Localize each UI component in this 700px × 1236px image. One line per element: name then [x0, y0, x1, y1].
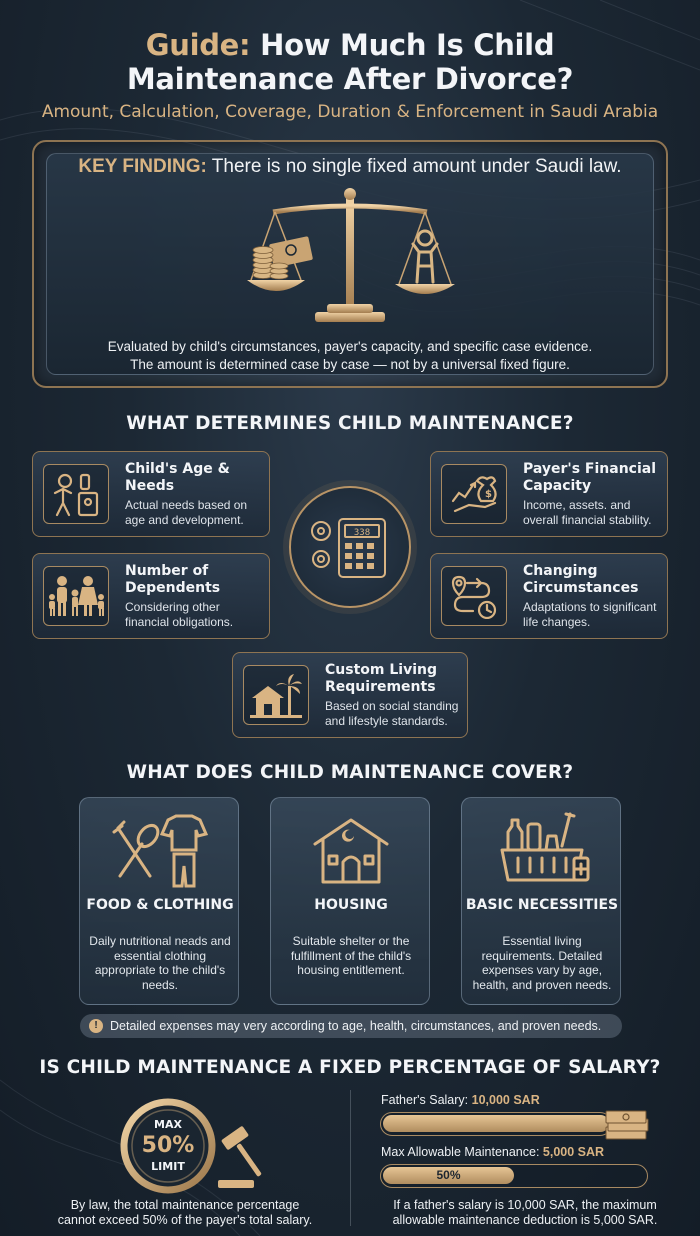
salary-bar: [380, 1112, 612, 1136]
factor-card-custom-living: [232, 652, 468, 738]
coverage-card-housing: [270, 797, 430, 1005]
factor-card-payer-capacity: [430, 451, 668, 537]
cash-stack-icon: [604, 1103, 650, 1143]
factor-title: Child's Age & Needs: [125, 461, 230, 494]
info-icon: !: [89, 1019, 103, 1033]
factor-title: Changing Circumstances: [523, 563, 639, 596]
gauge-top-label: MAX: [154, 1118, 182, 1131]
max-limit-gauge: [120, 1098, 280, 1194]
factor-description: Adaptations to significant life changes.: [523, 600, 657, 629]
svg-text:$: $: [485, 489, 492, 500]
factor-description: Income, assets. and overall financial stability.: [523, 498, 652, 527]
coverage-description: Essential living requirements. Detailed expenses vary by age, health, and proven needs.: [472, 934, 612, 992]
percentage-heading: IS CHILD MAINTENANCE A FIXED PERCENTAGE OF SALARY?: [39, 1057, 661, 1078]
factor-description: Actual needs based on age and development.: [125, 498, 248, 527]
balance-scale-icon: [245, 180, 455, 332]
max-maintenance-bar: [380, 1164, 648, 1188]
calculator-gears-emblem: [289, 486, 411, 608]
child-icon: [43, 464, 109, 524]
route-clock-icon: [441, 566, 507, 626]
factor-card-child-age: [32, 451, 270, 537]
key-finding-description: Evaluated by child's circumstances, payer's capacity, and specific case evidence. The amount is determined case by case — not by a universal fixed figure.: [107, 339, 593, 372]
max-maintenance-bar-fill: [383, 1167, 514, 1184]
coverage-title-text: FOOD & CLOTHING: [86, 897, 234, 913]
gear-icon: [312, 522, 330, 567]
factor-title: Custom Living Requirements: [325, 662, 437, 695]
coverage-title: BASIC NECESSITIES: [465, 897, 619, 913]
max-maintenance-label: Max Allowable Maintenance: 5,000 SAR: [381, 1145, 605, 1159]
factor-card-changing-circumstances: [430, 553, 668, 639]
money-bag-hand-icon: [441, 464, 507, 524]
key-finding-heading: KEY FINDING: There is no single fixed amount under Saudi law.: [78, 156, 622, 177]
factor-card-dependents: [32, 553, 270, 639]
family-icon: [43, 566, 109, 626]
factor-title: Number of Dependents: [125, 563, 221, 596]
coverage-card-basic-necessities: [461, 797, 621, 1005]
house-palm-icon: [243, 665, 309, 725]
coverage-description: Daily nutritional neads and essential clothing appropriate to the child's needs.: [89, 934, 231, 992]
section-divider: [350, 1090, 351, 1226]
max-maintenance-fill-text: 50%: [436, 1168, 461, 1182]
calculator-display: 338: [353, 528, 371, 538]
gavel-icon: [218, 1126, 262, 1188]
coverage-card-food-clothing: [79, 797, 239, 1005]
house-icon: [301, 810, 401, 890]
coverage-title: HOUSING: [314, 897, 388, 913]
page-subtitle: Amount, Calculation, Coverage, Duration & Enforcement in Saudi Arabia: [41, 102, 659, 122]
gauge-value: 50%: [141, 1133, 195, 1158]
factor-description: Based on social standing and lifestyle standards.: [325, 699, 459, 728]
utensils-clothing-icon: [110, 810, 210, 890]
factor-title: Payer's Financial Capacity: [523, 461, 657, 494]
gauge-bottom-label: LIMIT: [151, 1160, 185, 1173]
coverage-note: [80, 1014, 622, 1038]
coverage-title: [80, 896, 240, 914]
factor-description: Considering other financial obligations.: [125, 600, 234, 629]
coverage-note-text: Detailed expenses may very according to age, health, circumstances, and proven needs.: [110, 1019, 602, 1033]
page-title: Guide: How Much Is Child Maintenance After Divorce?: [126, 28, 574, 96]
basket-icon: [492, 810, 592, 890]
salary-label: Father's Salary: 10,000 SAR: [381, 1093, 540, 1107]
covers-heading: WHAT DOES CHILD MAINTENANCE COVER?: [126, 762, 574, 783]
percentage-rule-text: By law, the total maintenance percentage cannot exceed 50% of the payer's total salary.: [57, 1198, 313, 1227]
determines-heading: WHAT DETERMINES CHILD MAINTENANCE?: [126, 413, 574, 434]
percentage-example-text: If a father's salary is 10,000 SAR, the maximum allowable maintenance deduction is 5,000 SAR.: [392, 1198, 658, 1227]
coverage-description: Suitable shelter or the fulfillment of the child's housing entitlement.: [290, 934, 412, 977]
salary-bar-fill: [383, 1115, 609, 1132]
